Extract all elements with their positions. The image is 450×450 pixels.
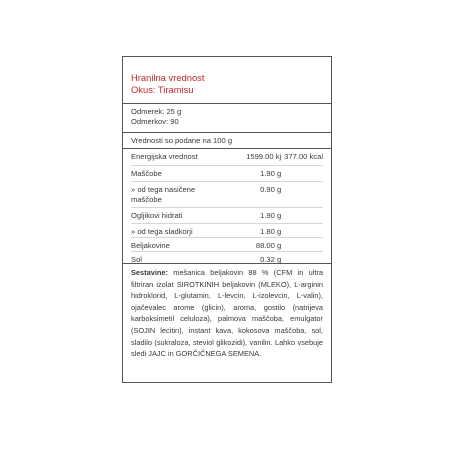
ingredients-section (123, 264, 331, 360)
nutrient-value: 0.90 g (260, 185, 282, 194)
nutrient-value-secondary (281, 208, 323, 211)
serving-count: Odmerkov: 90 (131, 117, 179, 126)
nutrient-name: Maščobe (131, 169, 162, 178)
nutrient-value: 1.90 g (260, 211, 282, 220)
nutrient-value: 1.90 g (260, 169, 282, 178)
nutrient-row-salt (131, 252, 323, 264)
nutrient-row-fat (131, 166, 323, 182)
serving-info (123, 104, 331, 133)
nutrient-name: Sol (131, 255, 142, 264)
nutrient-table (123, 149, 331, 264)
nutrient-value-kcal: 377.00 kcal (284, 152, 324, 161)
nutrient-value: 1599.00 kj (246, 152, 282, 161)
nutrient-row-sugars (131, 224, 323, 238)
nutrient-value-secondary (281, 166, 323, 169)
ingredients-text: mešanica beljakovin 88 % (CFM in ultra filtriran izolat SIROTKINIH beljakovin (MLEKO), L-arginin hidroklorid, L-glutamin, L-levcin, L-izolevcin, L-valin), ojačevalec arome (glicin), aroma, gostilo (natrijeva karboksimetil celuloza), palmova maščoba, emulgator (SOJIN lecitin), instant kava, kokosova maščoba, sol, sladilo (sukraloza, steviol glikozidi), vanilin. Lahko vsebuje sledi JAJC in GORČIČNEGA SEMENA. (131, 268, 323, 359)
nutrient-name: » od tega nasičene maščobe (131, 185, 196, 204)
flavor-text: Okus: Tiramisu (131, 83, 194, 95)
nutrient-value-secondary (281, 224, 323, 227)
ingredients-label: Sestavine: (131, 268, 174, 277)
nutrient-row-energy (131, 149, 323, 166)
label-title: Hranilna vrednost (131, 72, 205, 83)
nutrient-row-saturated-fat (131, 182, 323, 208)
nutrient-value: 1.80 g (260, 227, 282, 236)
nutrient-value: 88.00 g (255, 241, 282, 250)
nutrient-name: Ogljikovi hidrati (131, 211, 183, 220)
nutrient-row-protein (131, 238, 323, 252)
nutrient-name: Beljakovine (131, 241, 170, 250)
nutrient-row-carbs (131, 208, 323, 224)
serving-size: Odmerek: 25 g (131, 107, 182, 116)
nutrient-value-secondary (281, 182, 323, 185)
per-100g-label: Vrednosti so podane na 100 g (123, 133, 331, 149)
nutrient-value-secondary (281, 238, 323, 241)
nutrient-value: 0.32 g (260, 255, 282, 264)
label-header (123, 57, 331, 104)
nutrient-name: » od tega sladkorji (131, 227, 193, 236)
nutrition-label (122, 56, 332, 383)
nutrient-value-secondary (281, 252, 323, 255)
nutrient-name: Energijska vrednost (131, 152, 198, 161)
